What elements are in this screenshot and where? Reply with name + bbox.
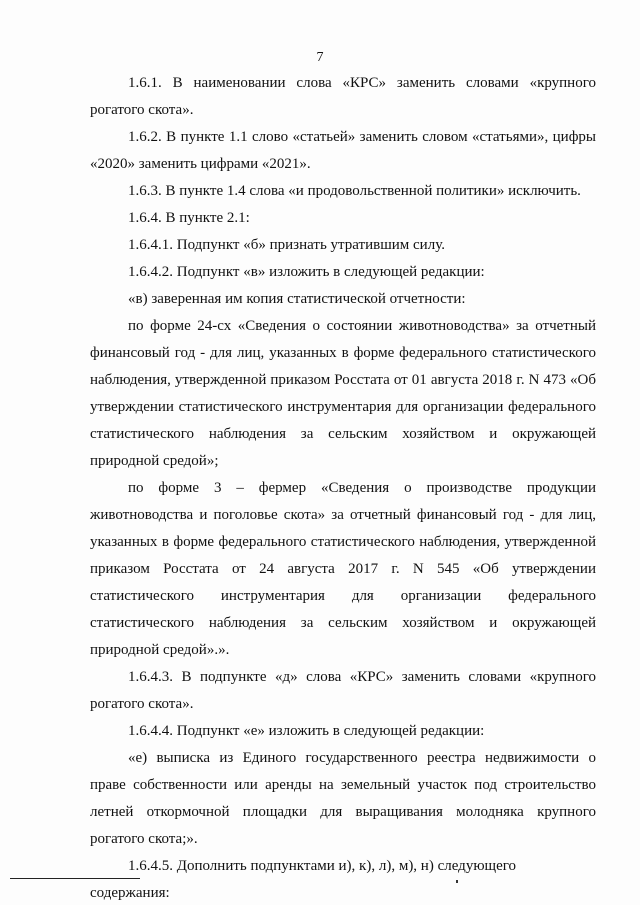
paragraph-1-6-3: 1.6.3. В пункте 1.4 слова «и продовольственной политики» исключить. [128,183,581,199]
paragraph-subitem-v: «в) заверенная им копия статистической отчетности: [128,291,466,307]
paragraph-1-6-4-4: 1.6.4.4. Подпункт «е» изложить в следующей редакции: [128,723,485,739]
paragraph-1-6-4-5: 1.6.4.5. Дополнить подпунктами и), к), л), м), н) следующего содержания: [90,858,517,901]
paragraph-1-6-4: 1.6.4. В пункте 2.1: [128,210,250,226]
paragraph-1-6-4-3: 1.6.4.3. В подпункте «д» слова «КРС» заменить словами «крупного рогатого скота». [90,669,596,712]
paragraph-1-6-4-1: 1.6.4.1. Подпункт «б» признать утратившим силу. [128,237,445,253]
paragraph-1-6-2: 1.6.2. В пункте 1.1 слово «статьей» заменить словом «статьями», цифры «2020» заменить цифрами «2021». [90,129,596,172]
document-body [90,70,596,907]
paragraph-form-24-sx: по форме 24-сх «Сведения о состоянии животноводства» за отчетный финансовый год - для лиц, указанных в форме федерального статистического наблюдения, утвержденной приказом Росстата от 01 августа 2018 г. N 473 «Об утверждении статистического инструментария для организации федерального статистического наблюдения за сельским хозяйством и окружающей природной средой»; [90,318,596,469]
footer-rule [10,878,140,879]
page-number: 7 [316,50,324,65]
paragraph-form-3-farmer: по форме 3 – фермер «Сведения о производстве продукции животноводства и поголовье скота» за отчетный финансовый год - для лиц, указанных в форме федерального статистического наблюдения, утвержденной приказом Росстата от 24 августа 2017 г. N 545 «Об утверждении статистического инструментария для организации федерального статистического наблюдения за сельским хозяйством и окружающей природной средой».». [90,480,596,658]
paragraph-subitem-e: «е) выписка из Единого государственного реестра недвижимости о праве собственности или аренды на земельный участок под строительство летней откормочной площадки для выращивания молодняка крупного рогатого скота;». [90,750,596,847]
paragraph-1-6-4-2: 1.6.4.2. Подпункт «в» изложить в следующей редакции: [128,264,485,280]
paragraph-1-6-1: 1.6.1. В наименовании слова «КРС» заменить словами «крупного рогатого скота». [90,75,596,118]
scan-mark [456,880,458,883]
